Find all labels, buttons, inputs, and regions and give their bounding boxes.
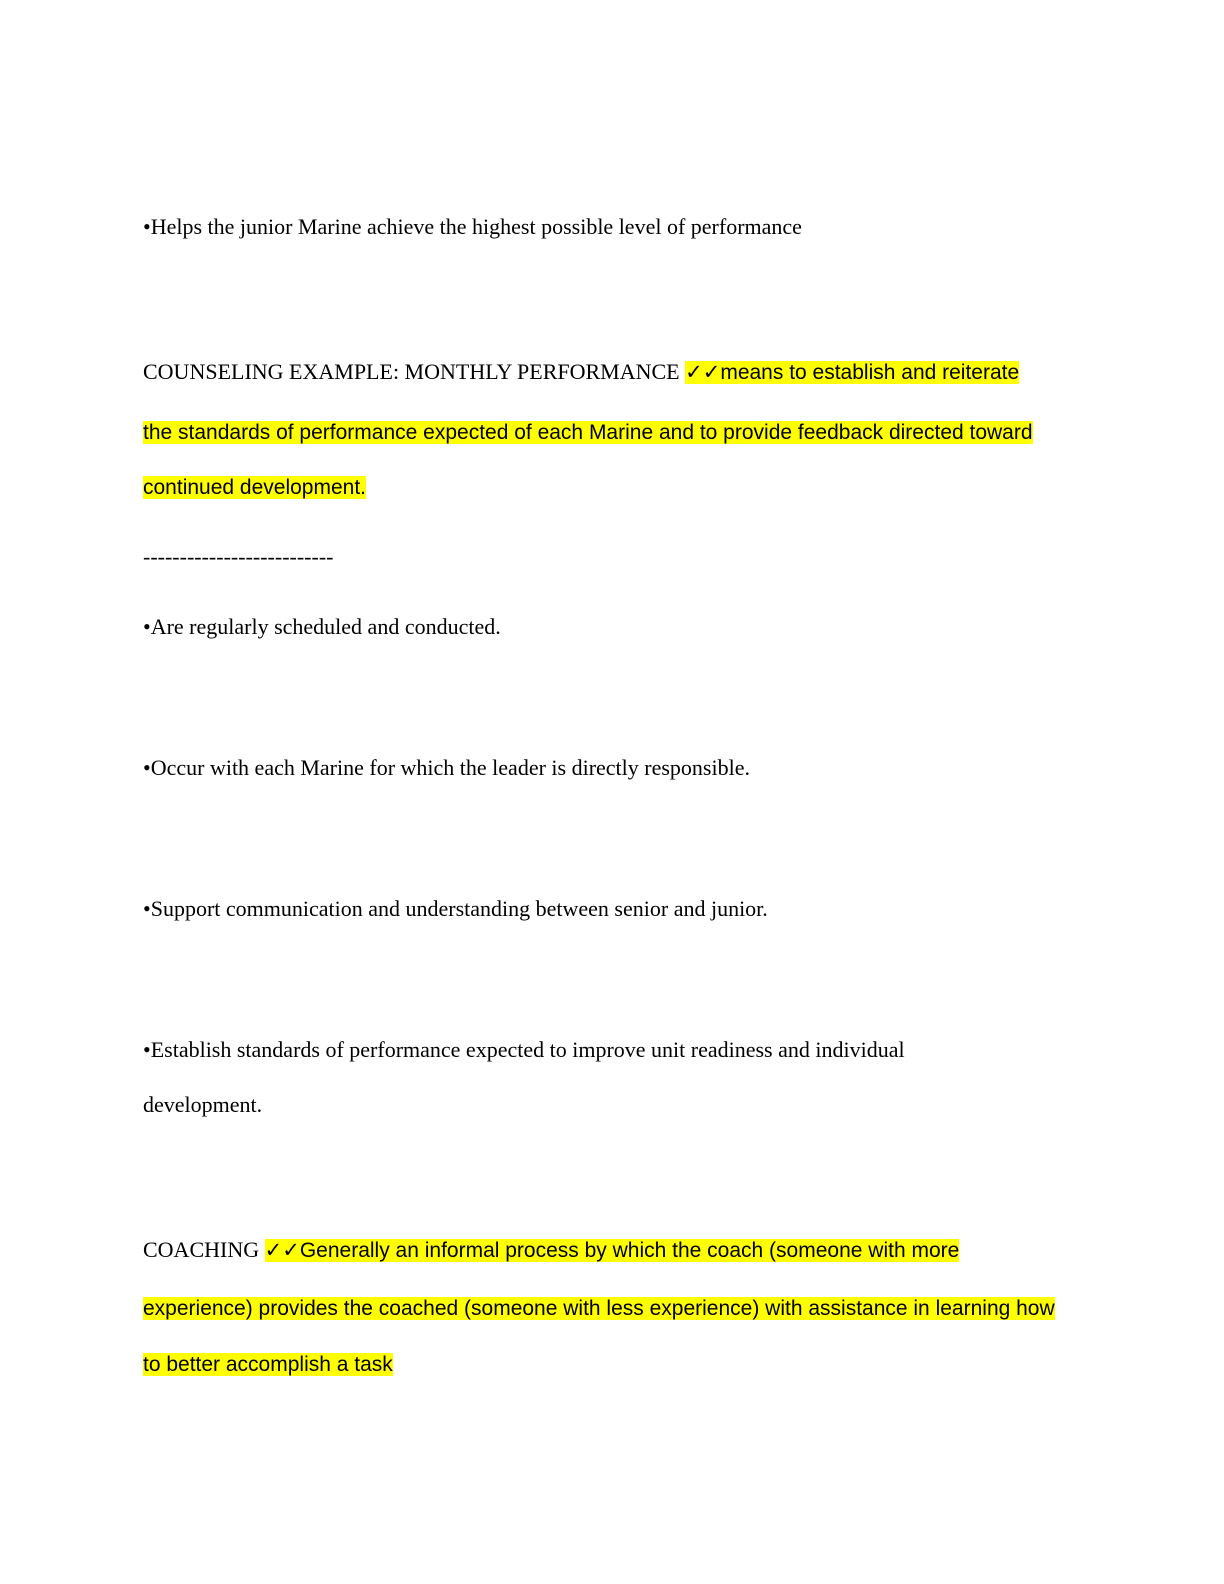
counseling-definition-line2: the standards of performance expected of each Marine and to provide feedback directed toward: [143, 421, 1033, 444]
coaching-definition-line2-row: [143, 1293, 1055, 1324]
divider-line: --------------------------: [143, 544, 334, 569]
counseling-definition-line3: continued development.: [143, 476, 366, 499]
coaching-term-line: [143, 1235, 959, 1266]
counseling-term-line: [143, 357, 1019, 388]
counseling-definition-highlight: [685, 361, 1019, 384]
check-icon: ✓✓: [264, 1238, 300, 1262]
coaching-definition-line3: to better accomplish a task: [143, 1353, 393, 1376]
check-icon: ✓✓: [685, 360, 721, 384]
counseling-definition-line3-row: [143, 472, 366, 503]
counseling-definition-line1: means to establish and reiterate: [720, 361, 1020, 384]
bullet-support-communication: •Support communication and understanding between senior and junior.: [143, 896, 768, 921]
coaching-definition-line2: experience) provides the coached (someone with less experience) with assistance in learning how: [143, 1297, 1055, 1320]
bullet-occur-with-each: •Occur with each Marine for which the leader is directly responsible.: [143, 755, 750, 780]
bullet-regularly-scheduled: •Are regularly scheduled and conducted.: [143, 614, 501, 639]
counseling-term: COUNSELING EXAMPLE: MONTHLY PERFORMANCE: [143, 359, 686, 384]
coaching-definition-highlight: [265, 1239, 960, 1262]
coaching-definition-line1: Generally an informal process by which the coach (someone with more: [299, 1239, 960, 1262]
bullet-establish-standards-cont: development.: [143, 1092, 263, 1117]
counseling-definition-line2-row: [143, 417, 1033, 448]
coaching-definition-line3-row: [143, 1349, 393, 1380]
bullet-helps-junior: •Helps the junior Marine achieve the highest possible level of performance: [143, 214, 802, 239]
bullet-establish-standards: •Establish standards of performance expected to improve unit readiness and individual: [143, 1037, 905, 1062]
coaching-term: COACHING: [143, 1237, 265, 1262]
